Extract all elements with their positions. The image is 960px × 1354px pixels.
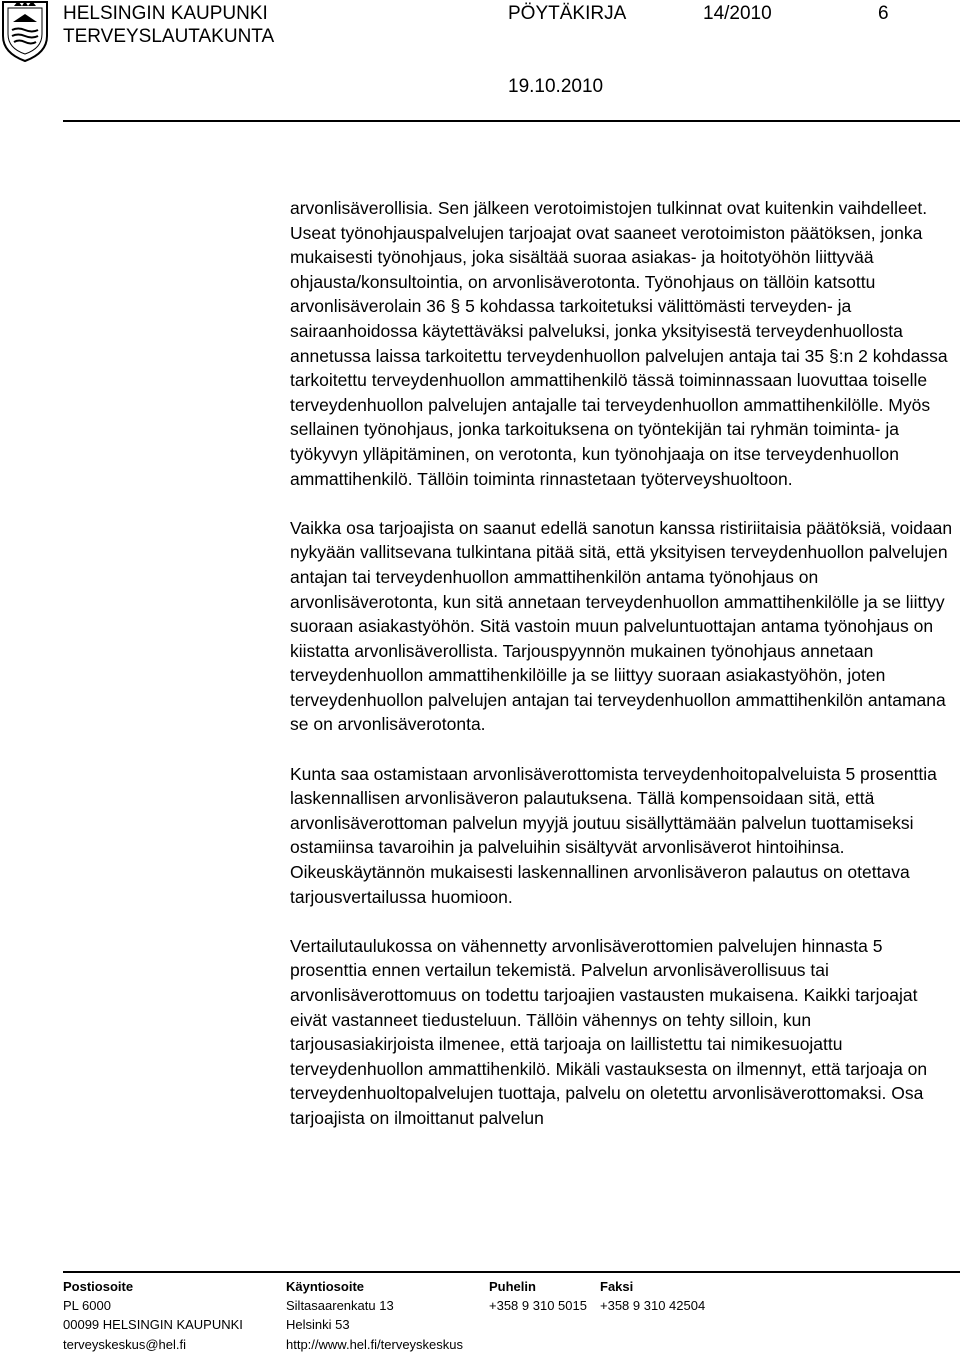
page-number: 6 [878, 3, 889, 24]
header-divider [63, 120, 960, 122]
footer-fax-label: Faksi [600, 1279, 634, 1294]
body-paragraph-3: Kunta saa ostamistaan arvonlisäverottomista terveydenhoitopalveluista 5 prosenttia laskennallisen arvonlisäveron palautuksena. Tällä kompensoidaan sitä, että arvonlisäverottoman palvelun myyjä joutuu sisällyttämään palvelun tuottamiseksi ostamiinsa tavaroihin ja palveluihin sisältyvät arvonlisäverot hintoihinsa. Oikeuskäytännön mukaisesti laskennallinen arvonlisäveron palautus on otettava tarjousvertailussa huomioon. [290, 763, 937, 907]
body-paragraph-2: Vaikka osa tarjoajista on saanut edellä sanotun kanssa ristiriitaisia päätöksiä, voidaan nykyään vallitsevana tulkintana pitää sitä, että yksityisen terveydenhuollon palvelujen antajan tai terveydenhuollon ammattihenkilön antama työnohjaus on arvonlisäverotonta, kun sitä annetaan terveydenhuollon ammattihenkilölle ja se liittyy suoraan asiakastyöhön. Sitä vastoin muun palveluntuottajan antama työnohjaus on kiistatta arvonlisäverollista. Tarjouspyynnön mukainen työnohjaus annetaan terveydenhuollon ammattihenkilöille ja se liittyy suoraan asiakastyöhön, joten terveydenhuollon palvelujen antajan tai terveydenhuollon ammattihenkilön antamana se on arvonlisäverotonta. [290, 517, 953, 735]
footer-postal-line-2: 00099 HELSINGIN KAUPUNKI [63, 1317, 243, 1333]
footer-visiting-label: Käyntiosoite [286, 1279, 365, 1294]
footer-postal-line-1: PL 6000 [63, 1298, 111, 1314]
footer-postal-label: Postiosoite [63, 1279, 134, 1294]
footer-phone-value: +358 9 310 5015 [489, 1298, 587, 1314]
body-paragraph-4: Vertailutaulukossa on vähennetty arvonlisäverottomien palvelujen hinnasta 5 prosenttia ennen vertailun tekemistä. Palvelun arvonlisäverollisuus tai arvonlisäverottomuus on todettu tarjoajien vastausten mukaisena. Kaikki tarjoajat eivät vastanneet tiedusteluun. Tällöin vähennys on tehty silloin, kun tarjousasiakirjoista ilmenee, että tarjoaja on laillistettu tai nimikesuojattu terveydenhuollon ammattihenkilö. Mikäli vastauksesta on ilmennyt, että tarjoaja on terveydenhuoltopalvelujen tuottaja, palvelu on oletettu arvonlisäverottomaksi. Osa tarjoajista on ilmoittanut palvelun [290, 935, 928, 1128]
footer-fax-value: +358 9 310 42504 [600, 1298, 706, 1314]
document-body [290, 196, 958, 1155]
footer-visiting-line-2: Helsinki 53 [286, 1317, 350, 1333]
footer-visiting-line-1: Siltasaarenkatu 13 [286, 1298, 394, 1314]
document-date: 19.10.2010 [508, 76, 604, 97]
footer-divider [63, 1271, 960, 1273]
city-coat-of-arms-logo [0, 0, 50, 62]
document-number: 14/2010 [703, 3, 772, 24]
footer-website: http://www.hel.fi/terveyskeskus [286, 1336, 464, 1352]
organization-name: HELSINGIN KAUPUNKI [63, 3, 268, 24]
footer-visiting-address [286, 1277, 463, 1354]
footer-phone-label: Puhelin [489, 1279, 536, 1294]
footer-phone [489, 1277, 587, 1315]
footer-email: terveyskeskus@hel.fi [63, 1336, 187, 1352]
department-name: TERVEYSLAUTAKUNTA [63, 26, 275, 47]
footer-postal-address [63, 1277, 243, 1354]
document-type: PÖYTÄKIRJA [508, 3, 627, 24]
body-paragraph-1: arvonlisäverollisia. Sen jälkeen verotoimistojen tulkinnat ovat kuitenkin vaihdelleet. Useat työnohjauspalvelujen tarjoajat ovat saaneet verotoimiston päätöksen, jonka mukaisesti työnohjaus, joka sisältää suoraa asiakas- ja hoitotyöhön liittyvää ohjausta/konsultointia, on arvonlisäverotonta. Työnohjaus on tällöin katsottu arvonlisäverolain 36 § 5 kohdassa tarkoitetuksi välittömästi terveyden- ja sairaanhoidossa käytettäväksi palveluksi, jonka yksityisestä terveydenhuollosta annetussa laissa tarkoitettu terveydenhuollon palvelujen antaja tai 35 §:n 2 kohdassa tarkoitettu terveydenhuollon ammattihenkilö tässä toiminnassaan luovuttaa toiselle terveydenhuollon palvelujen antajalle tai terveydenhuollon ammattihenkilölle. Myös sellainen työnohjaus, jonka tarkoituksena on työntekijän tai ryhmän toiminta- ja työkyvyn ylläpitäminen, on verotonta, kun työnohjaaja on itse terveydenhuollon ammattihenkilö. Tällöin toiminta rinnastetaan työterveyshuoltoon. [290, 198, 948, 489]
footer-fax [600, 1277, 705, 1315]
